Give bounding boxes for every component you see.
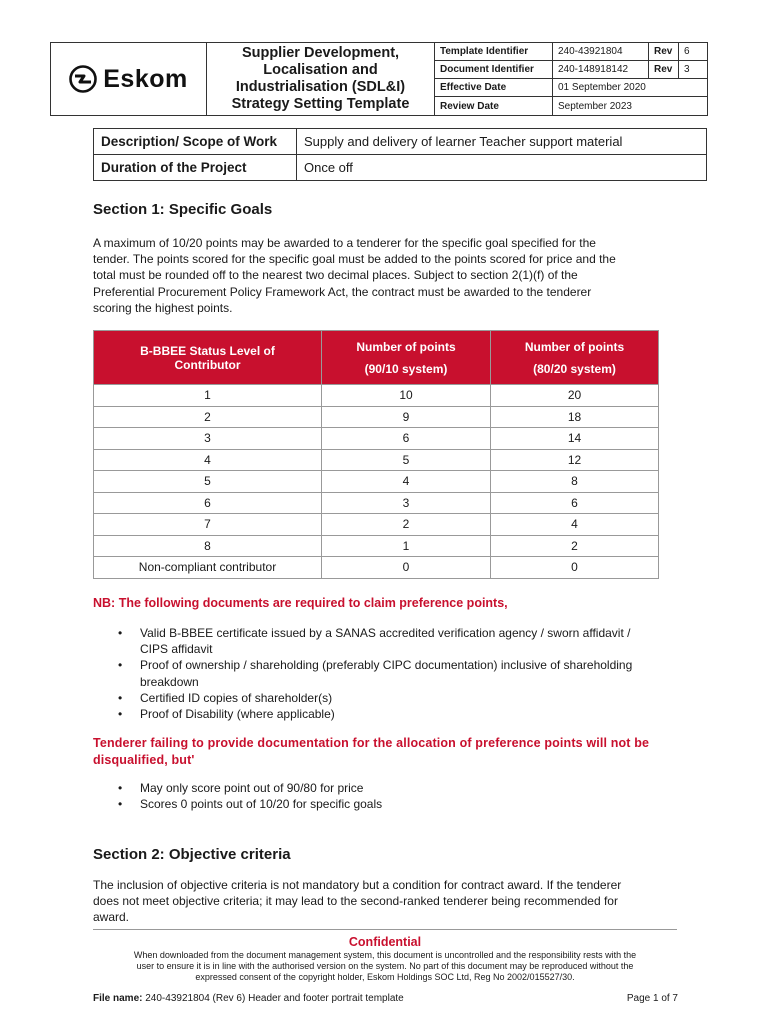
list-item-line: breakdown <box>140 674 199 689</box>
document-identifier-value: 240-148918142 <box>553 61 649 79</box>
document-rev-label: Rev <box>649 61 679 79</box>
table-row <box>94 471 659 493</box>
disclaimer-line: expressed consent of the copyright holder, Eskom Holdings SOC Ltd, Reg No 2002/015527/30. <box>195 972 575 982</box>
eskom-logo-text: Eskom <box>103 64 188 93</box>
template-identifier-value: 240-43921804 <box>553 43 649 61</box>
paragraph-line: scoring the highest points. <box>93 300 233 315</box>
list-item-line: • Proof of ownership / shareholding (preferably CIPC documentation) inclusive of shareholding <box>140 658 633 673</box>
required-documents-list <box>118 625 678 722</box>
footer-disclaimer <box>93 950 677 983</box>
template-rev-label: Rev <box>649 43 679 61</box>
document-title <box>207 43 435 115</box>
file-name-label: File name: <box>93 993 143 1004</box>
list-item-line: • Certified ID copies of shareholder(s) <box>140 690 333 705</box>
points-90-cell: 6 <box>322 428 491 450</box>
points-80-cell: 12 <box>491 449 659 471</box>
warning-line: disqualified, but' <box>93 753 195 767</box>
header-line: Number of points <box>524 339 625 354</box>
paragraph-line: tender. The points scored for the specific goal must be added to the points scored for price and the <box>93 252 616 267</box>
template-identifier-label: Template Identifier <box>435 43 553 61</box>
list-item <box>118 657 678 689</box>
points-80-cell: 0 <box>491 557 659 579</box>
table-row <box>94 492 659 514</box>
project-description-table <box>93 128 707 181</box>
warning-line: Tenderer failing to provide documentation for the allocation of preference points will not be <box>93 736 650 750</box>
level-cell: Non-compliant contributor <box>94 557 322 579</box>
effective-date-value: 01 September 2020 <box>553 79 707 97</box>
confidential-label: Confidential <box>348 935 422 949</box>
document-rev-value: 3 <box>679 61 707 79</box>
points-80-cell: 18 <box>491 406 659 428</box>
document-header <box>50 42 708 116</box>
file-name-value: 240-43921804 (Rev 6) Header and footer portrait template <box>145 993 404 1004</box>
table-row <box>94 514 659 536</box>
paragraph-line: A maximum of 10/20 points may be awarded to a tenderer for the specific goal specified for the <box>93 236 596 250</box>
scope-label: Description/ Scope of Work <box>94 129 297 155</box>
documentation-warning <box>93 735 678 769</box>
list-item <box>118 706 678 722</box>
points-90-cell: 2 <box>322 514 491 536</box>
points-80-cell: 6 <box>491 492 659 514</box>
paragraph-line: The inclusion of objective criteria is not mandatory but a condition for contract award. If the tenderer <box>93 878 622 892</box>
points-90-cell: 0 <box>322 557 491 579</box>
table-row <box>94 428 659 450</box>
level-cell: 6 <box>94 492 322 514</box>
points-80-cell: 4 <box>491 514 659 536</box>
template-rev-value: 6 <box>679 43 707 61</box>
points-90-cell: 10 <box>322 385 491 407</box>
footer-divider <box>93 929 677 930</box>
points-90-cell: 5 <box>322 449 491 471</box>
scope-value: Supply and delivery of learner Teacher support material <box>297 129 707 155</box>
review-date-value: September 2023 <box>558 100 632 112</box>
document-identifier-label: Document Identifier <box>435 61 553 79</box>
list-item-line: • Valid B-BBEE certificate issued by a SANAS accredited verification agency / sworn affidavit / <box>140 626 631 640</box>
header-line: B-BBEE Status Level of <box>140 343 275 358</box>
list-item <box>118 625 678 657</box>
level-cell: 5 <box>94 471 322 493</box>
column-header-level <box>94 331 322 385</box>
column-header-90-10 <box>322 331 491 385</box>
title-line: Localisation and <box>263 62 378 78</box>
table-header-row <box>94 331 659 385</box>
level-cell: 3 <box>94 428 322 450</box>
section-2-heading: Section 2: Objective criteria <box>93 846 291 863</box>
disclaimer-line: When downloaded from the document management system, this document is uncontrolled and the responsibility rests with the <box>133 950 637 960</box>
section-2-paragraph <box>93 877 678 926</box>
footer-file-name <box>93 993 404 1004</box>
nb-heading: NB: The following documents are required to claim preference points, <box>93 596 508 610</box>
level-cell: 1 <box>94 385 322 407</box>
table-row <box>94 449 659 471</box>
list-item-line: CIPS affidavit <box>140 642 213 657</box>
table-row <box>94 385 659 407</box>
paragraph-line: total must be rounded off to the nearest two decimal places. Subject to section 2(1)(f) of the <box>93 268 578 283</box>
header-line: Number of points <box>356 339 456 354</box>
header-line: (90/10 system) <box>364 361 448 376</box>
level-cell: 7 <box>94 514 322 536</box>
level-cell: 2 <box>94 406 322 428</box>
review-date-label: Review Date <box>435 97 553 115</box>
bbbee-points-table <box>93 330 659 579</box>
table-row <box>94 406 659 428</box>
table-row <box>94 129 707 155</box>
level-cell: 8 <box>94 535 322 557</box>
level-cell: 4 <box>94 449 322 471</box>
duration-label: Duration of the Project <box>94 155 297 181</box>
table-row <box>94 535 659 557</box>
points-90-cell: 3 <box>322 492 491 514</box>
consequences-list <box>118 780 678 812</box>
effective-date-label: Effective Date <box>435 79 553 97</box>
paragraph-line: Preferential Procurement Policy Framework Act, the contract must be awarded to the tenderer <box>93 284 592 299</box>
header-line: (80/20 system) <box>533 361 616 376</box>
table-row <box>94 557 659 579</box>
column-header-80-20 <box>491 331 659 385</box>
title-line: Industrialisation (SDL&I) <box>235 79 406 95</box>
duration-value: Once off <box>297 155 707 181</box>
points-80-cell: 14 <box>491 428 659 450</box>
list-item-line: • Proof of Disability (where applicable) <box>140 707 335 722</box>
title-line: Supplier Development, <box>241 45 400 61</box>
table-row <box>94 155 707 181</box>
list-item <box>118 690 678 706</box>
points-80-cell: 20 <box>491 385 659 407</box>
list-item: • Scores 0 points out of 10/20 for specific goals <box>118 796 678 812</box>
title-line: Strategy Setting Template <box>231 96 410 112</box>
points-90-cell: 9 <box>322 406 491 428</box>
points-90-cell: 4 <box>322 471 491 493</box>
eskom-logo-icon <box>69 65 97 93</box>
disclaimer-line: user to ensure it is in line with the authorised version on the system. No part of this document may be reproduced without the <box>136 961 634 971</box>
document-metadata-grid <box>435 43 707 115</box>
points-90-cell: 1 <box>322 535 491 557</box>
section-1-paragraph <box>93 235 673 316</box>
list-item: • May only score point out of 90/80 for price <box>118 780 678 796</box>
paragraph-line: does not meet objective criteria; it may lead to the second-ranked tenderer being recommended for <box>93 894 618 909</box>
section-1-heading: Section 1: Specific Goals <box>93 201 273 218</box>
points-80-cell: 8 <box>491 471 659 493</box>
page-number: Page 1 of 7 <box>626 993 678 1004</box>
header-line: Contributor <box>174 357 241 372</box>
paragraph-line: award. <box>93 910 130 925</box>
eskom-logo <box>51 43 207 115</box>
points-80-cell: 2 <box>491 535 659 557</box>
